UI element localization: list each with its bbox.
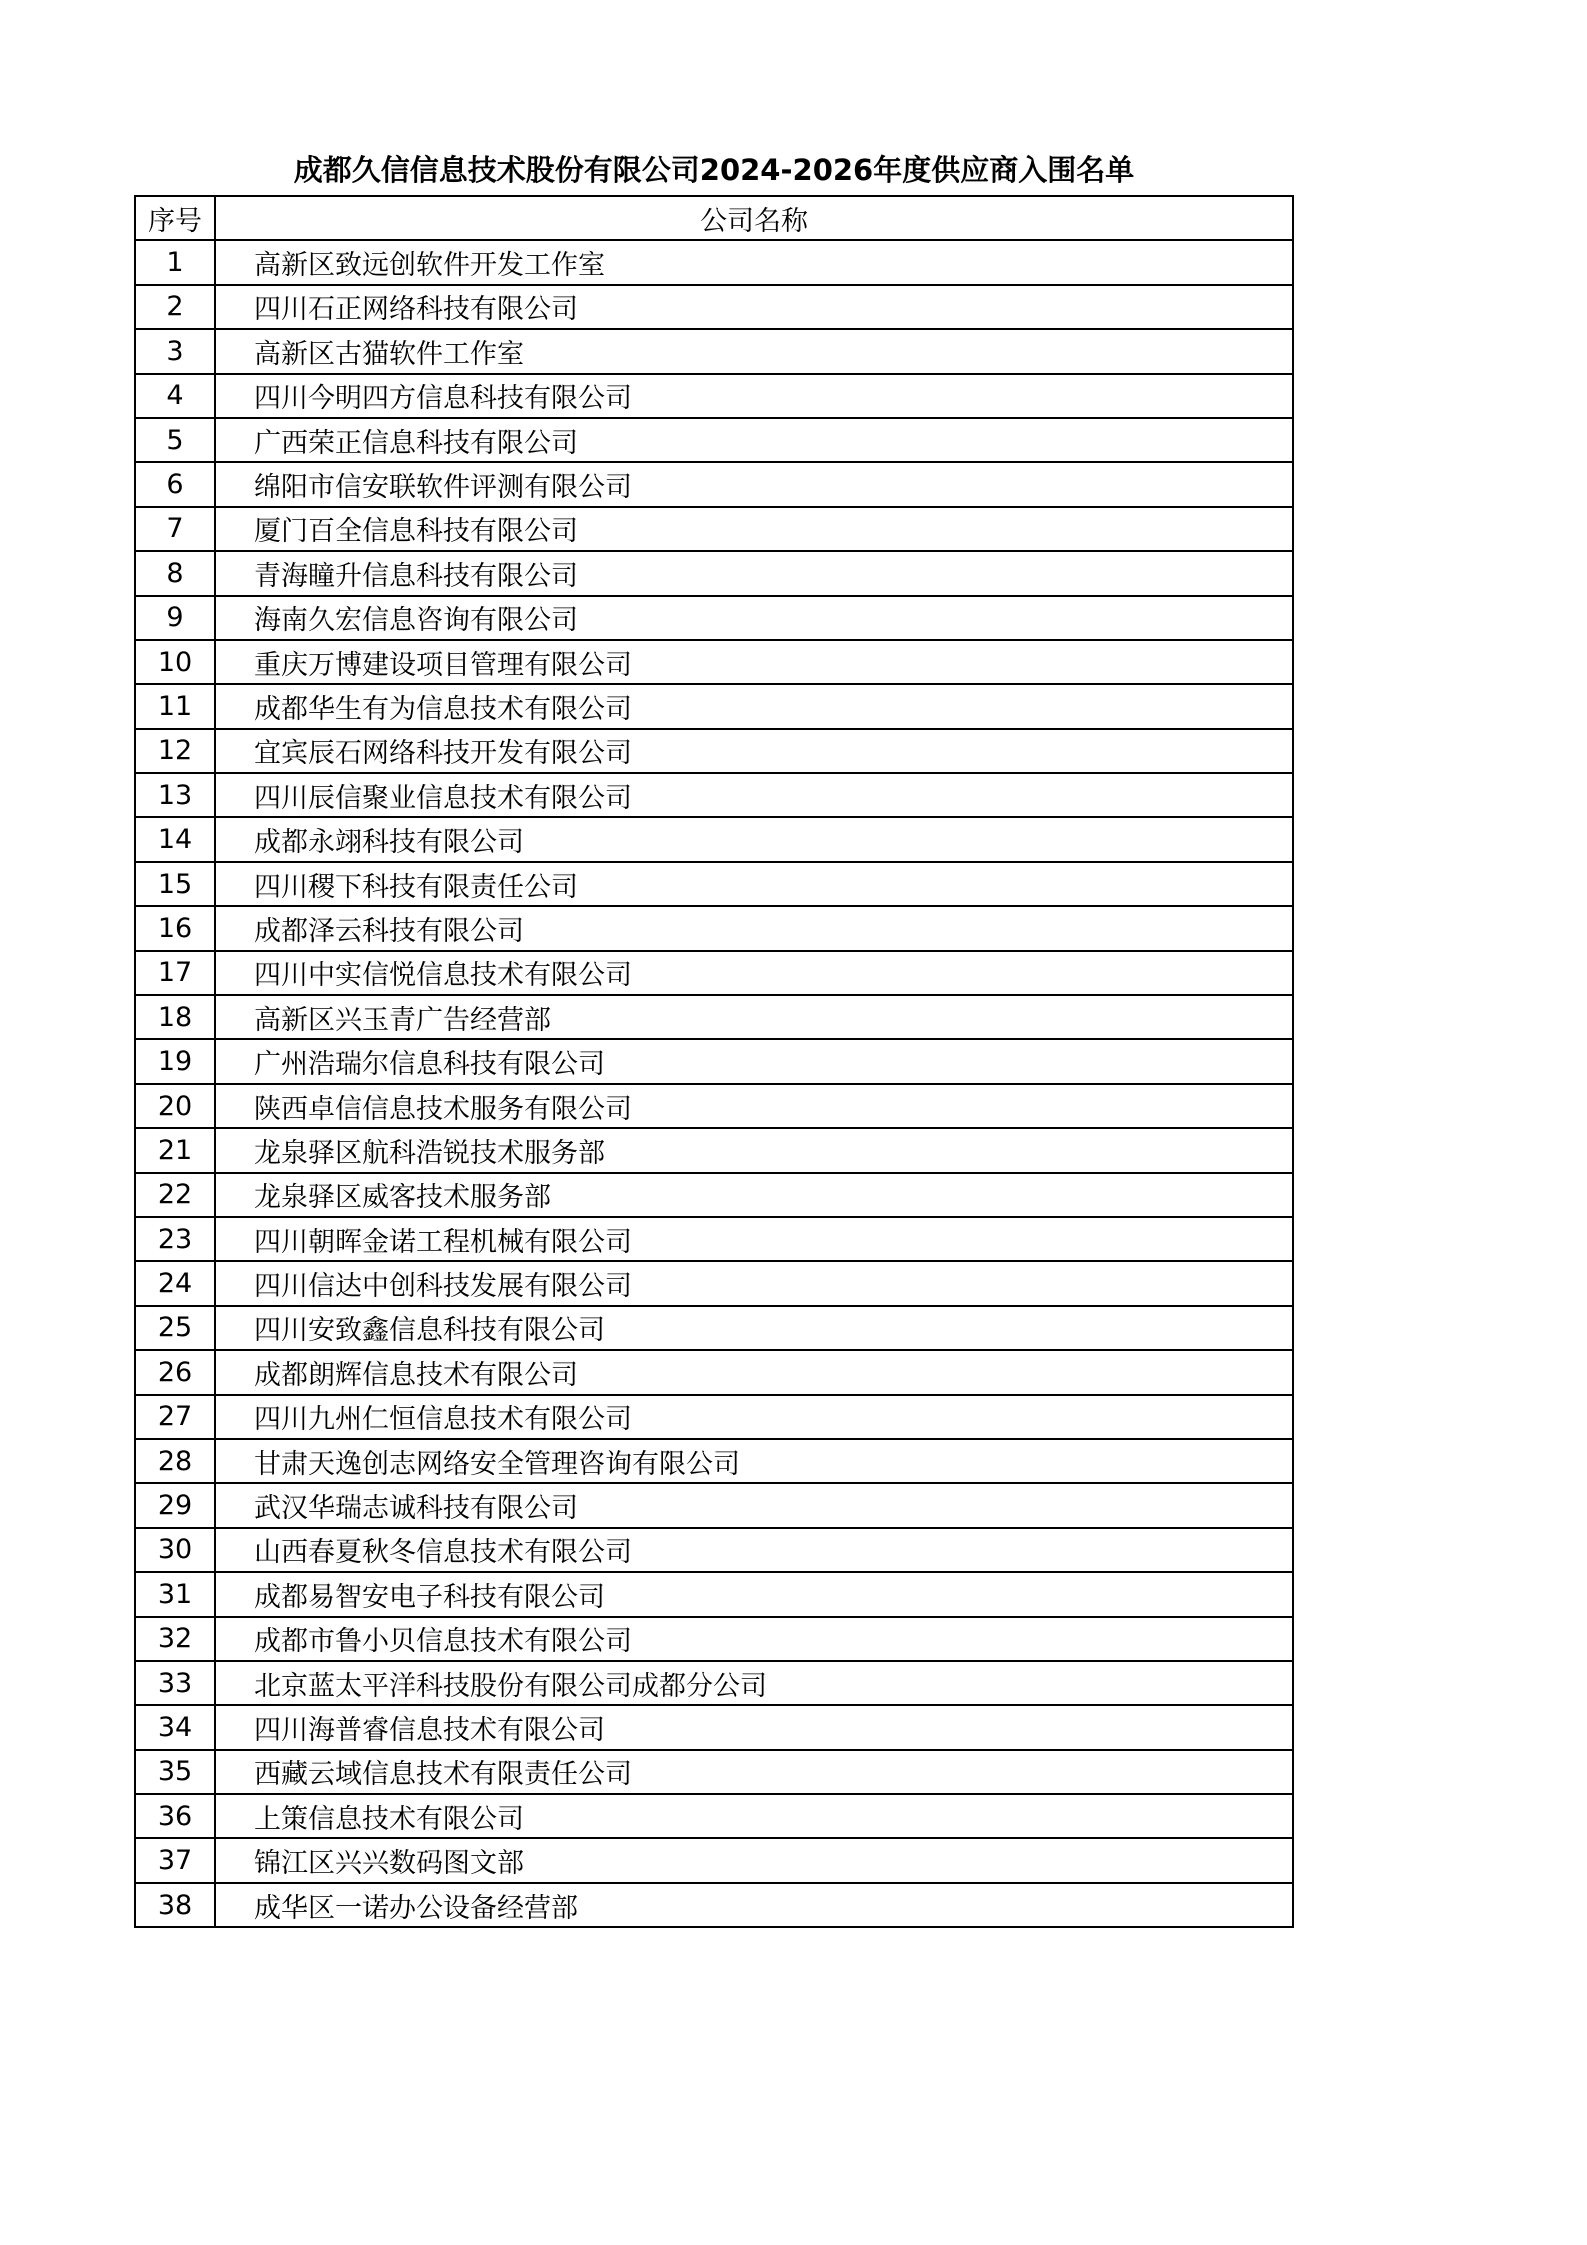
table-row	[135, 240, 1293, 284]
company-name-cell: 成都市鲁小贝信息技术有限公司	[215, 1617, 1293, 1661]
table-header-row	[135, 196, 1293, 240]
table-row	[135, 1350, 1293, 1394]
serial-number-cell: 12	[135, 729, 215, 773]
serial-number-cell: 29	[135, 1483, 215, 1527]
company-name-cell: 龙泉驿区航科浩锐技术服务部	[215, 1128, 1293, 1172]
company-name-cell: 厦门百全信息科技有限公司	[215, 507, 1293, 551]
serial-number-cell: 20	[135, 1084, 215, 1128]
table-body	[135, 240, 1293, 1927]
table-row	[135, 1128, 1293, 1172]
serial-number-cell: 23	[135, 1217, 215, 1261]
table-row	[135, 906, 1293, 950]
company-name-cell: 成华区一诺办公设备经营部	[215, 1883, 1293, 1927]
table-row	[135, 729, 1293, 773]
serial-number-cell: 13	[135, 773, 215, 817]
company-name-cell: 四川海普睿信息技术有限公司	[215, 1705, 1293, 1749]
company-name-cell: 四川朝晖金诺工程机械有限公司	[215, 1217, 1293, 1261]
table-row	[135, 1617, 1293, 1661]
table-row	[135, 1705, 1293, 1749]
company-name-cell: 锦江区兴兴数码图文部	[215, 1838, 1293, 1882]
table-row	[135, 462, 1293, 506]
serial-number-cell: 37	[135, 1838, 215, 1882]
header-company-name: 公司名称	[215, 196, 1293, 240]
company-name-cell: 四川安致鑫信息科技有限公司	[215, 1306, 1293, 1350]
table-row	[135, 862, 1293, 906]
serial-number-cell: 15	[135, 862, 215, 906]
company-name-cell: 青海瞳升信息科技有限公司	[215, 551, 1293, 595]
serial-number-cell: 21	[135, 1128, 215, 1172]
serial-number-cell: 35	[135, 1750, 215, 1794]
company-name-cell: 成都泽云科技有限公司	[215, 906, 1293, 950]
company-name-cell: 高新区兴玉青广告经营部	[215, 995, 1293, 1039]
company-name-cell: 成都华生有为信息技术有限公司	[215, 684, 1293, 728]
company-name-cell: 四川中实信悦信息技术有限公司	[215, 951, 1293, 995]
company-name-cell: 重庆万博建设项目管理有限公司	[215, 640, 1293, 684]
table-row	[135, 1261, 1293, 1305]
table-row	[135, 1661, 1293, 1705]
serial-number-cell: 11	[135, 684, 215, 728]
serial-number-cell: 9	[135, 596, 215, 640]
company-name-cell: 四川石正网络科技有限公司	[215, 285, 1293, 329]
table-row	[135, 1572, 1293, 1616]
company-name-cell: 高新区致远创软件开发工作室	[215, 240, 1293, 284]
serial-number-cell: 6	[135, 462, 215, 506]
serial-number-cell: 25	[135, 1306, 215, 1350]
company-name-cell: 四川九州仁恒信息技术有限公司	[215, 1395, 1293, 1439]
table-row	[135, 817, 1293, 861]
company-name-cell: 山西春夏秋冬信息技术有限公司	[215, 1528, 1293, 1572]
company-name-cell: 海南久宏信息咨询有限公司	[215, 596, 1293, 640]
serial-number-cell: 8	[135, 551, 215, 595]
table-row	[135, 1838, 1293, 1882]
company-name-cell: 四川稷下科技有限责任公司	[215, 862, 1293, 906]
serial-number-cell: 33	[135, 1661, 215, 1705]
header-serial-number: 序号	[135, 196, 215, 240]
table-row	[135, 1039, 1293, 1083]
table-row	[135, 285, 1293, 329]
table-row	[135, 1084, 1293, 1128]
serial-number-cell: 36	[135, 1794, 215, 1838]
company-name-cell: 四川今明四方信息科技有限公司	[215, 374, 1293, 418]
serial-number-cell: 24	[135, 1261, 215, 1305]
table-row	[135, 329, 1293, 373]
serial-number-cell: 14	[135, 817, 215, 861]
table-row	[135, 1217, 1293, 1261]
company-name-cell: 广州浩瑞尔信息科技有限公司	[215, 1039, 1293, 1083]
serial-number-cell: 4	[135, 374, 215, 418]
serial-number-cell: 19	[135, 1039, 215, 1083]
serial-number-cell: 2	[135, 285, 215, 329]
table-row	[135, 684, 1293, 728]
company-name-cell: 西藏云域信息技术有限责任公司	[215, 1750, 1293, 1794]
company-name-cell: 广西荣正信息科技有限公司	[215, 418, 1293, 462]
company-name-cell: 甘肃天逸创志网络安全管理咨询有限公司	[215, 1439, 1293, 1483]
table-row	[135, 640, 1293, 684]
table-row	[135, 1439, 1293, 1483]
serial-number-cell: 30	[135, 1528, 215, 1572]
serial-number-cell: 10	[135, 640, 215, 684]
serial-number-cell: 26	[135, 1350, 215, 1394]
table-row	[135, 1528, 1293, 1572]
serial-number-cell: 34	[135, 1705, 215, 1749]
serial-number-cell: 5	[135, 418, 215, 462]
serial-number-cell: 17	[135, 951, 215, 995]
company-name-cell: 北京蓝太平洋科技股份有限公司成都分公司	[215, 1661, 1293, 1705]
table-row	[135, 1750, 1293, 1794]
serial-number-cell: 27	[135, 1395, 215, 1439]
company-name-cell: 四川辰信聚业信息技术有限公司	[215, 773, 1293, 817]
company-name-cell: 高新区古猫软件工作室	[215, 329, 1293, 373]
serial-number-cell: 28	[135, 1439, 215, 1483]
table-row	[135, 1794, 1293, 1838]
company-name-cell: 成都朗辉信息技术有限公司	[215, 1350, 1293, 1394]
table-row	[135, 374, 1293, 418]
table-row	[135, 773, 1293, 817]
serial-number-cell: 16	[135, 906, 215, 950]
serial-number-cell: 3	[135, 329, 215, 373]
company-name-cell: 陕西卓信信息技术服务有限公司	[215, 1084, 1293, 1128]
company-name-cell: 成都易智安电子科技有限公司	[215, 1572, 1293, 1616]
page-title: 成都久信信息技术股份有限公司2024-2026年度供应商入围名单	[293, 153, 1135, 187]
serial-number-cell: 1	[135, 240, 215, 284]
company-name-cell: 绵阳市信安联软件评测有限公司	[215, 462, 1293, 506]
supplier-table	[134, 195, 1294, 1928]
table-row	[135, 551, 1293, 595]
table-row	[135, 1395, 1293, 1439]
table-row	[135, 596, 1293, 640]
serial-number-cell: 38	[135, 1883, 215, 1927]
company-name-cell: 武汉华瑞志诚科技有限公司	[215, 1483, 1293, 1527]
table-row	[135, 1883, 1293, 1927]
table-row	[135, 951, 1293, 995]
company-name-cell: 上策信息技术有限公司	[215, 1794, 1293, 1838]
table-row	[135, 418, 1293, 462]
company-name-cell: 宜宾辰石网络科技开发有限公司	[215, 729, 1293, 773]
table-row	[135, 1306, 1293, 1350]
table-row	[135, 1173, 1293, 1217]
serial-number-cell: 22	[135, 1173, 215, 1217]
serial-number-cell: 18	[135, 995, 215, 1039]
serial-number-cell: 32	[135, 1617, 215, 1661]
company-name-cell: 四川信达中创科技发展有限公司	[215, 1261, 1293, 1305]
company-name-cell: 龙泉驿区威客技术服务部	[215, 1173, 1293, 1217]
serial-number-cell: 31	[135, 1572, 215, 1616]
table-row	[135, 995, 1293, 1039]
company-name-cell: 成都永翊科技有限公司	[215, 817, 1293, 861]
serial-number-cell: 7	[135, 507, 215, 551]
table-row	[135, 507, 1293, 551]
table-row	[135, 1483, 1293, 1527]
